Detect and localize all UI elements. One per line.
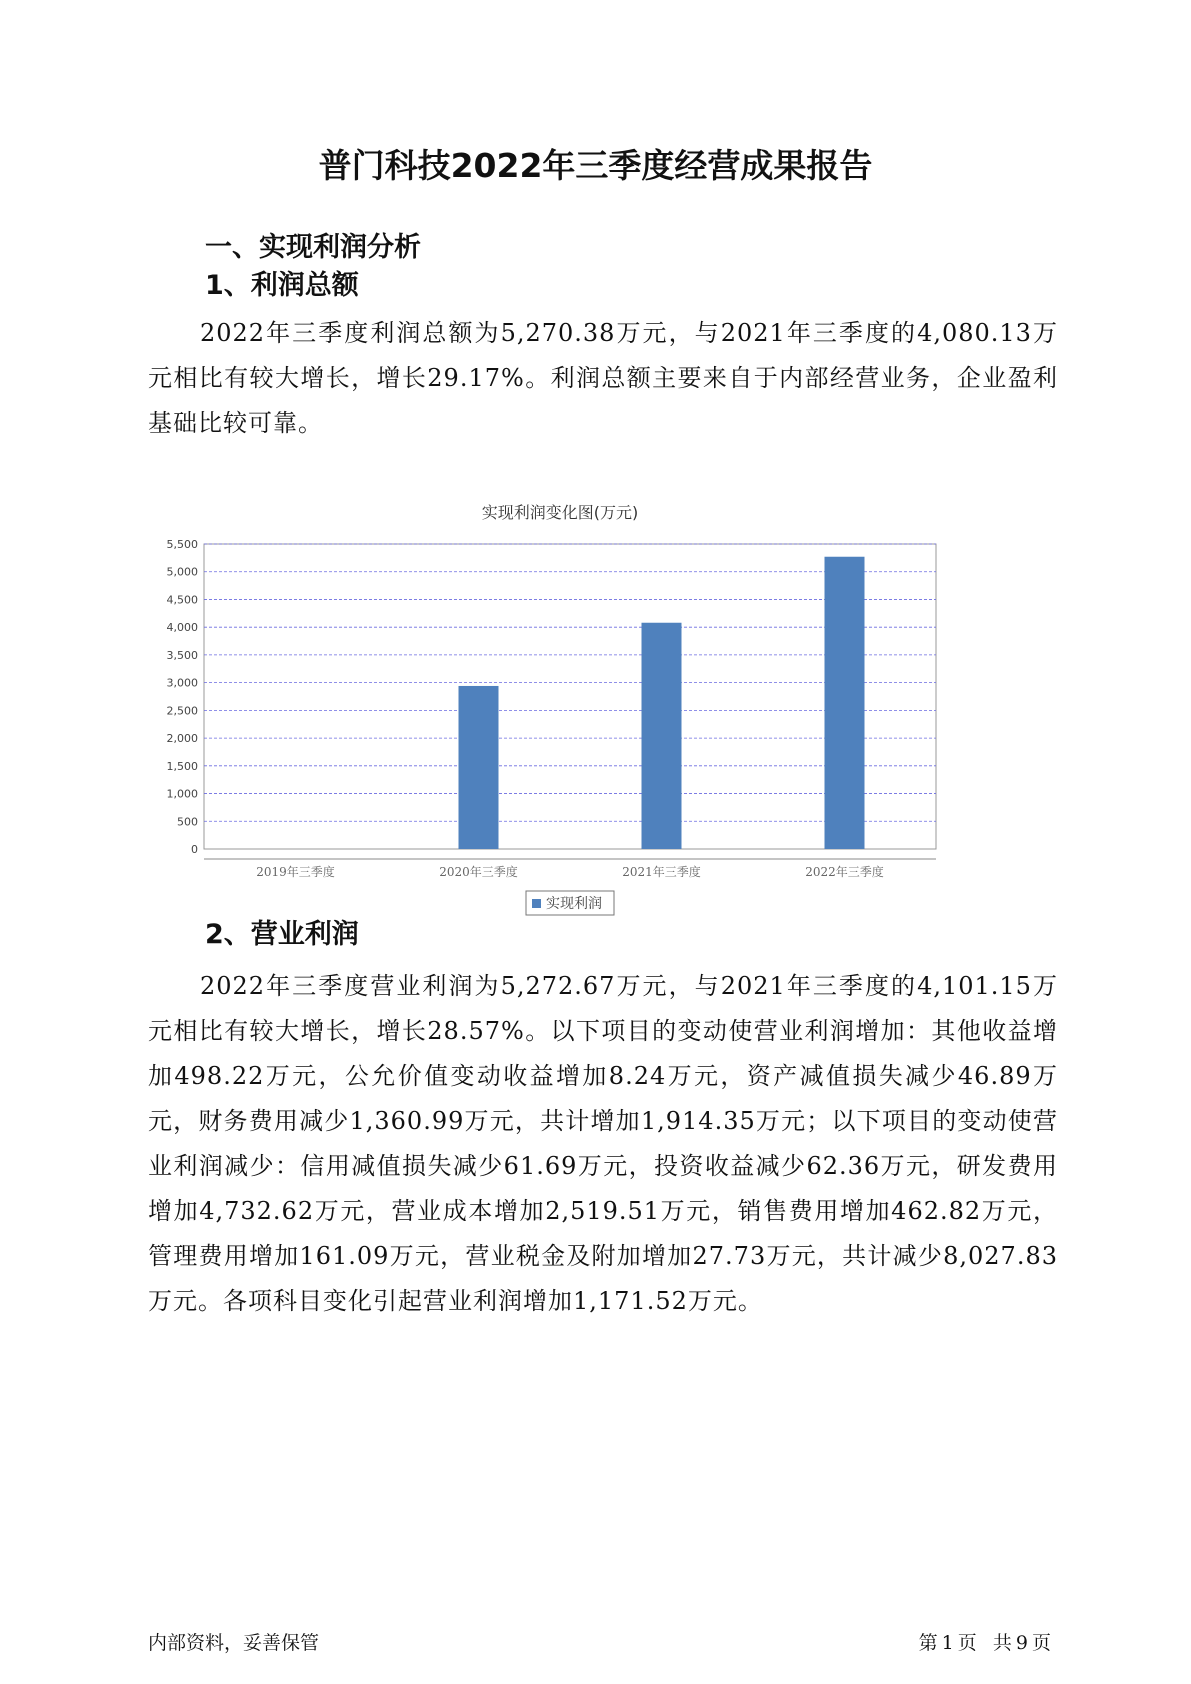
- x-tick-label: 2019年三季度: [256, 865, 335, 879]
- chart-x-axis: [204, 859, 936, 879]
- total-label-suffix: 页: [1031, 1632, 1051, 1654]
- footer-page-number: [917, 1628, 1053, 1655]
- profit-chart-svg: [140, 502, 1040, 952]
- legend-swatch: [532, 899, 541, 908]
- profit-bar-chart: [140, 502, 1040, 952]
- x-tick-label: 2021年三季度: [622, 865, 701, 879]
- bar-2020年三季度: [459, 686, 499, 849]
- y-tick-label: 1,000: [166, 787, 198, 801]
- subsection-heading-total-profit: 1、利润总额: [205, 270, 359, 301]
- total-pages: 9: [1015, 1632, 1028, 1654]
- subsection-heading-operating-profit: 2、营业利润: [205, 919, 359, 950]
- chart-bars: [459, 557, 865, 849]
- chart-y-axis: [167, 538, 199, 856]
- operating-profit-paragraph: 2022年三季度营业利润为5,272.67万元，与2021年三季度的4,101.15万元相比有较大增长，增长28.57%。以下项目的变动使营业利润增加：其他收益增加498.22万元，公允价值变动收益增加8.24万元，资产减值损失减少46.89万元，财务费用减少1,360.99万元，共计增加1,914.35万元；以下项目的变动使营业利润减少：信用减值损失减少61.69万元，投资收益减少62.36万元，研发费用增加4,732.62万元，营业成本增加2,519.51万元，销售费用增加462.82万元，管理费用增加161.09万元，营业税金及附加增加27.73万元，共计减少8,027.83万元。各项科目变化引起营业利润增加1,171.52万元。: [148, 972, 1058, 1315]
- y-tick-label: 5,000: [166, 565, 198, 579]
- page-number: 1: [941, 1632, 954, 1654]
- y-tick-label: 0: [191, 843, 198, 856]
- total-profit-paragraph: 2022年三季度利润总额为5,270.38万元，与2021年三季度的4,080.13万元相比有较大增长，增长29.17%。利润总额主要来自于内部经营业务，企业盈利基础比较可靠。: [148, 319, 1058, 437]
- y-tick-label: 2,000: [166, 732, 198, 746]
- y-tick-label: 4,500: [166, 593, 198, 607]
- x-tick-label: 2022年三季度: [805, 865, 884, 879]
- y-tick-label: 4,000: [166, 621, 198, 635]
- x-tick-label: 2020年三季度: [439, 865, 518, 879]
- chart-legend: [526, 891, 614, 915]
- y-tick-label: 5,500: [166, 538, 198, 551]
- total-label-prefix: 共: [992, 1632, 1012, 1654]
- footer-confidential-note: 内部资料，妥善保管: [148, 1632, 320, 1654]
- bar-2022年三季度: [825, 557, 865, 849]
- y-tick-label: 3,500: [166, 648, 198, 662]
- y-tick-label: 3,000: [166, 676, 198, 690]
- section-heading-profit-analysis: 一、实现利润分析: [205, 232, 421, 263]
- y-tick-label: 500: [177, 815, 198, 829]
- report-title: 普门科技2022年三季度经营成果报告: [318, 146, 873, 185]
- y-tick-label: 2,500: [166, 704, 198, 718]
- y-tick-label: 1,500: [166, 759, 198, 773]
- chart-title: 实现利润变化图(万元): [481, 503, 639, 522]
- bar-2021年三季度: [642, 623, 682, 849]
- page-label-prefix: 第: [918, 1632, 938, 1654]
- page-label-suffix: 页: [957, 1632, 977, 1654]
- legend-label: 实现利润: [546, 896, 602, 912]
